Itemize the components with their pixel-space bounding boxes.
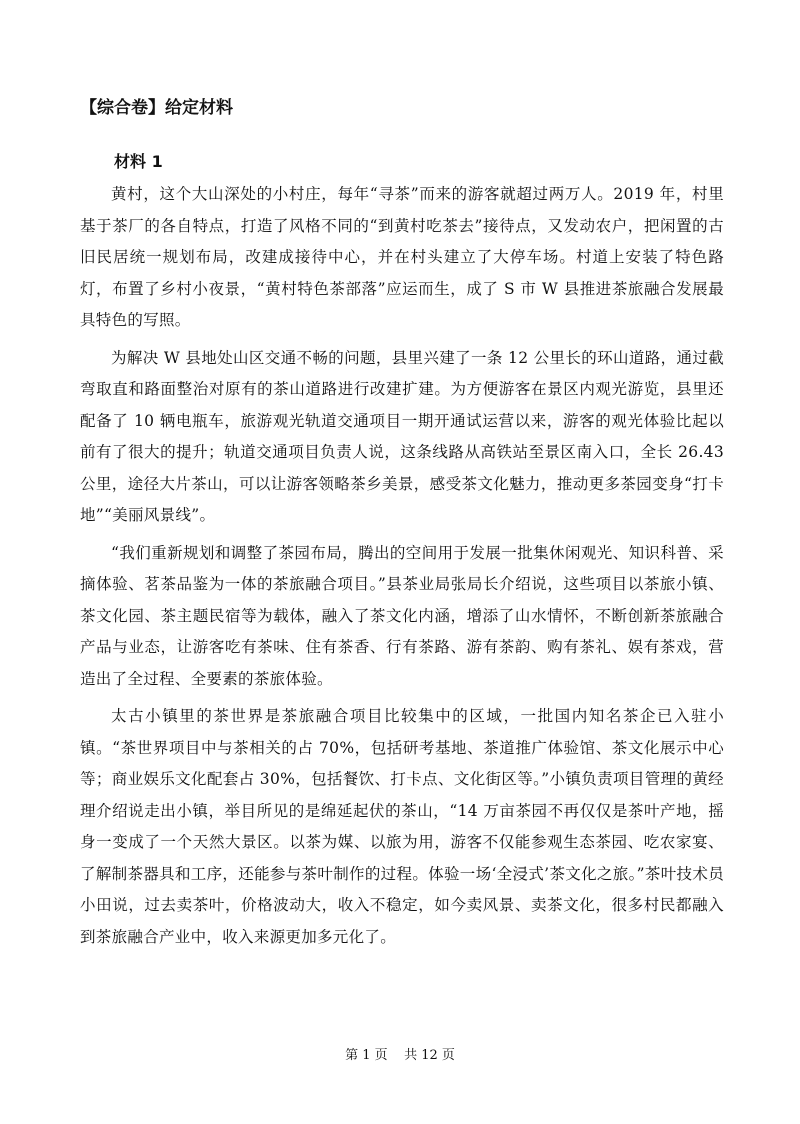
material-heading: 材料 1 <box>114 152 163 171</box>
paragraph: 黄村，这个大山深处的小村庄，每年“寻茶”而来的游客就超过两万人。2019 年，村里基于茶厂的各自特点，打造了风格不同的“到黄村吃茶去”接待点，又发动农户，把闲置的古旧民居统一规划布局，改建成接待中心，并在村头建立了大停车场。村道上安装了特色路灯，布置了乡村小夜景，“黄村特色茶部落”应运而生，成了 S 市 W 县推进茶旅融合发展最具特色的写照。 <box>80 185 724 329</box>
section-title: 【综合卷】给定材料 <box>80 98 233 118</box>
paragraph: 为解决 W 县地处山区交通不畅的问题，县里兴建了一条 12 公里长的环山道路，通过截弯取直和路面整治对原有的茶山道路进行改建扩建。为方便游客在景区内观光游览，县里还配备了 10 辆电瓶车，旅游观光轨道交通项目一期开通试运营以来，游客的观光体验比起以前有了很大的提升；轨道交通项目负责人说，这条线路从高铁站至景区南入口，全长 26.43 公里，途径大片茶山，可以让游客领略茶乡美景，感受茶文化魅力，推动更多茶园变身“打卡地”“美丽风景线”。 <box>80 348 724 524</box>
paragraph: 太古小镇里的茶世界是茶旅融合项目比较集中的区域，一批国内知名茶企已入驻小镇。“茶世界项目中与茶相关的占 70%，包括研考基地、茶道推广体验馆、茶文化展示中心等；商业娱乐文化配套占 30%，包括餐饮、打卡点、文化街区等。”小镇负责项目管理的黄经理介绍说走出小镇，举目所见的是绵延起伏的茶山，“14 万亩茶园不再仅仅是茶叶产地，摇身一变成了一个天然大景区。以茶为媒、以旅为用，游客不仅能参观生态茶园、吃农家宴、了解制茶器具和工序，还能参与茶叶制作的过程。体验一场‘全浸式’茶文化之旅。”茶叶技术员小田说，过去卖茶叶，价格波动大，收入不稳定，如今卖风景、卖茶文化，很多村民都融入到茶旅融合产业中，收入来源更加多元化了。 <box>80 707 724 946</box>
paragraph: “我们重新规划和调整了茶园布局，腾出的空间用于发展一批集休闲观光、知识科普、采摘体验、茗茶品鉴为一体的茶旅融合项目。”县茶业局张局长介绍说，这些项目以茶旅小镇、茶文化园、茶主题民宿等为载体，融入了茶文化内涵，增添了山水情怀，不断创新茶旅融合产品与业态，让游客吃有茶味、住有茶香、行有茶路、游有茶韵、购有茶礼、娱有茶戏，营造出了全过程、全要素的茶旅体验。 <box>80 543 724 688</box>
material-body <box>80 179 724 959</box>
page-footer: 第 1 页 共 12 页 <box>345 1048 455 1063</box>
